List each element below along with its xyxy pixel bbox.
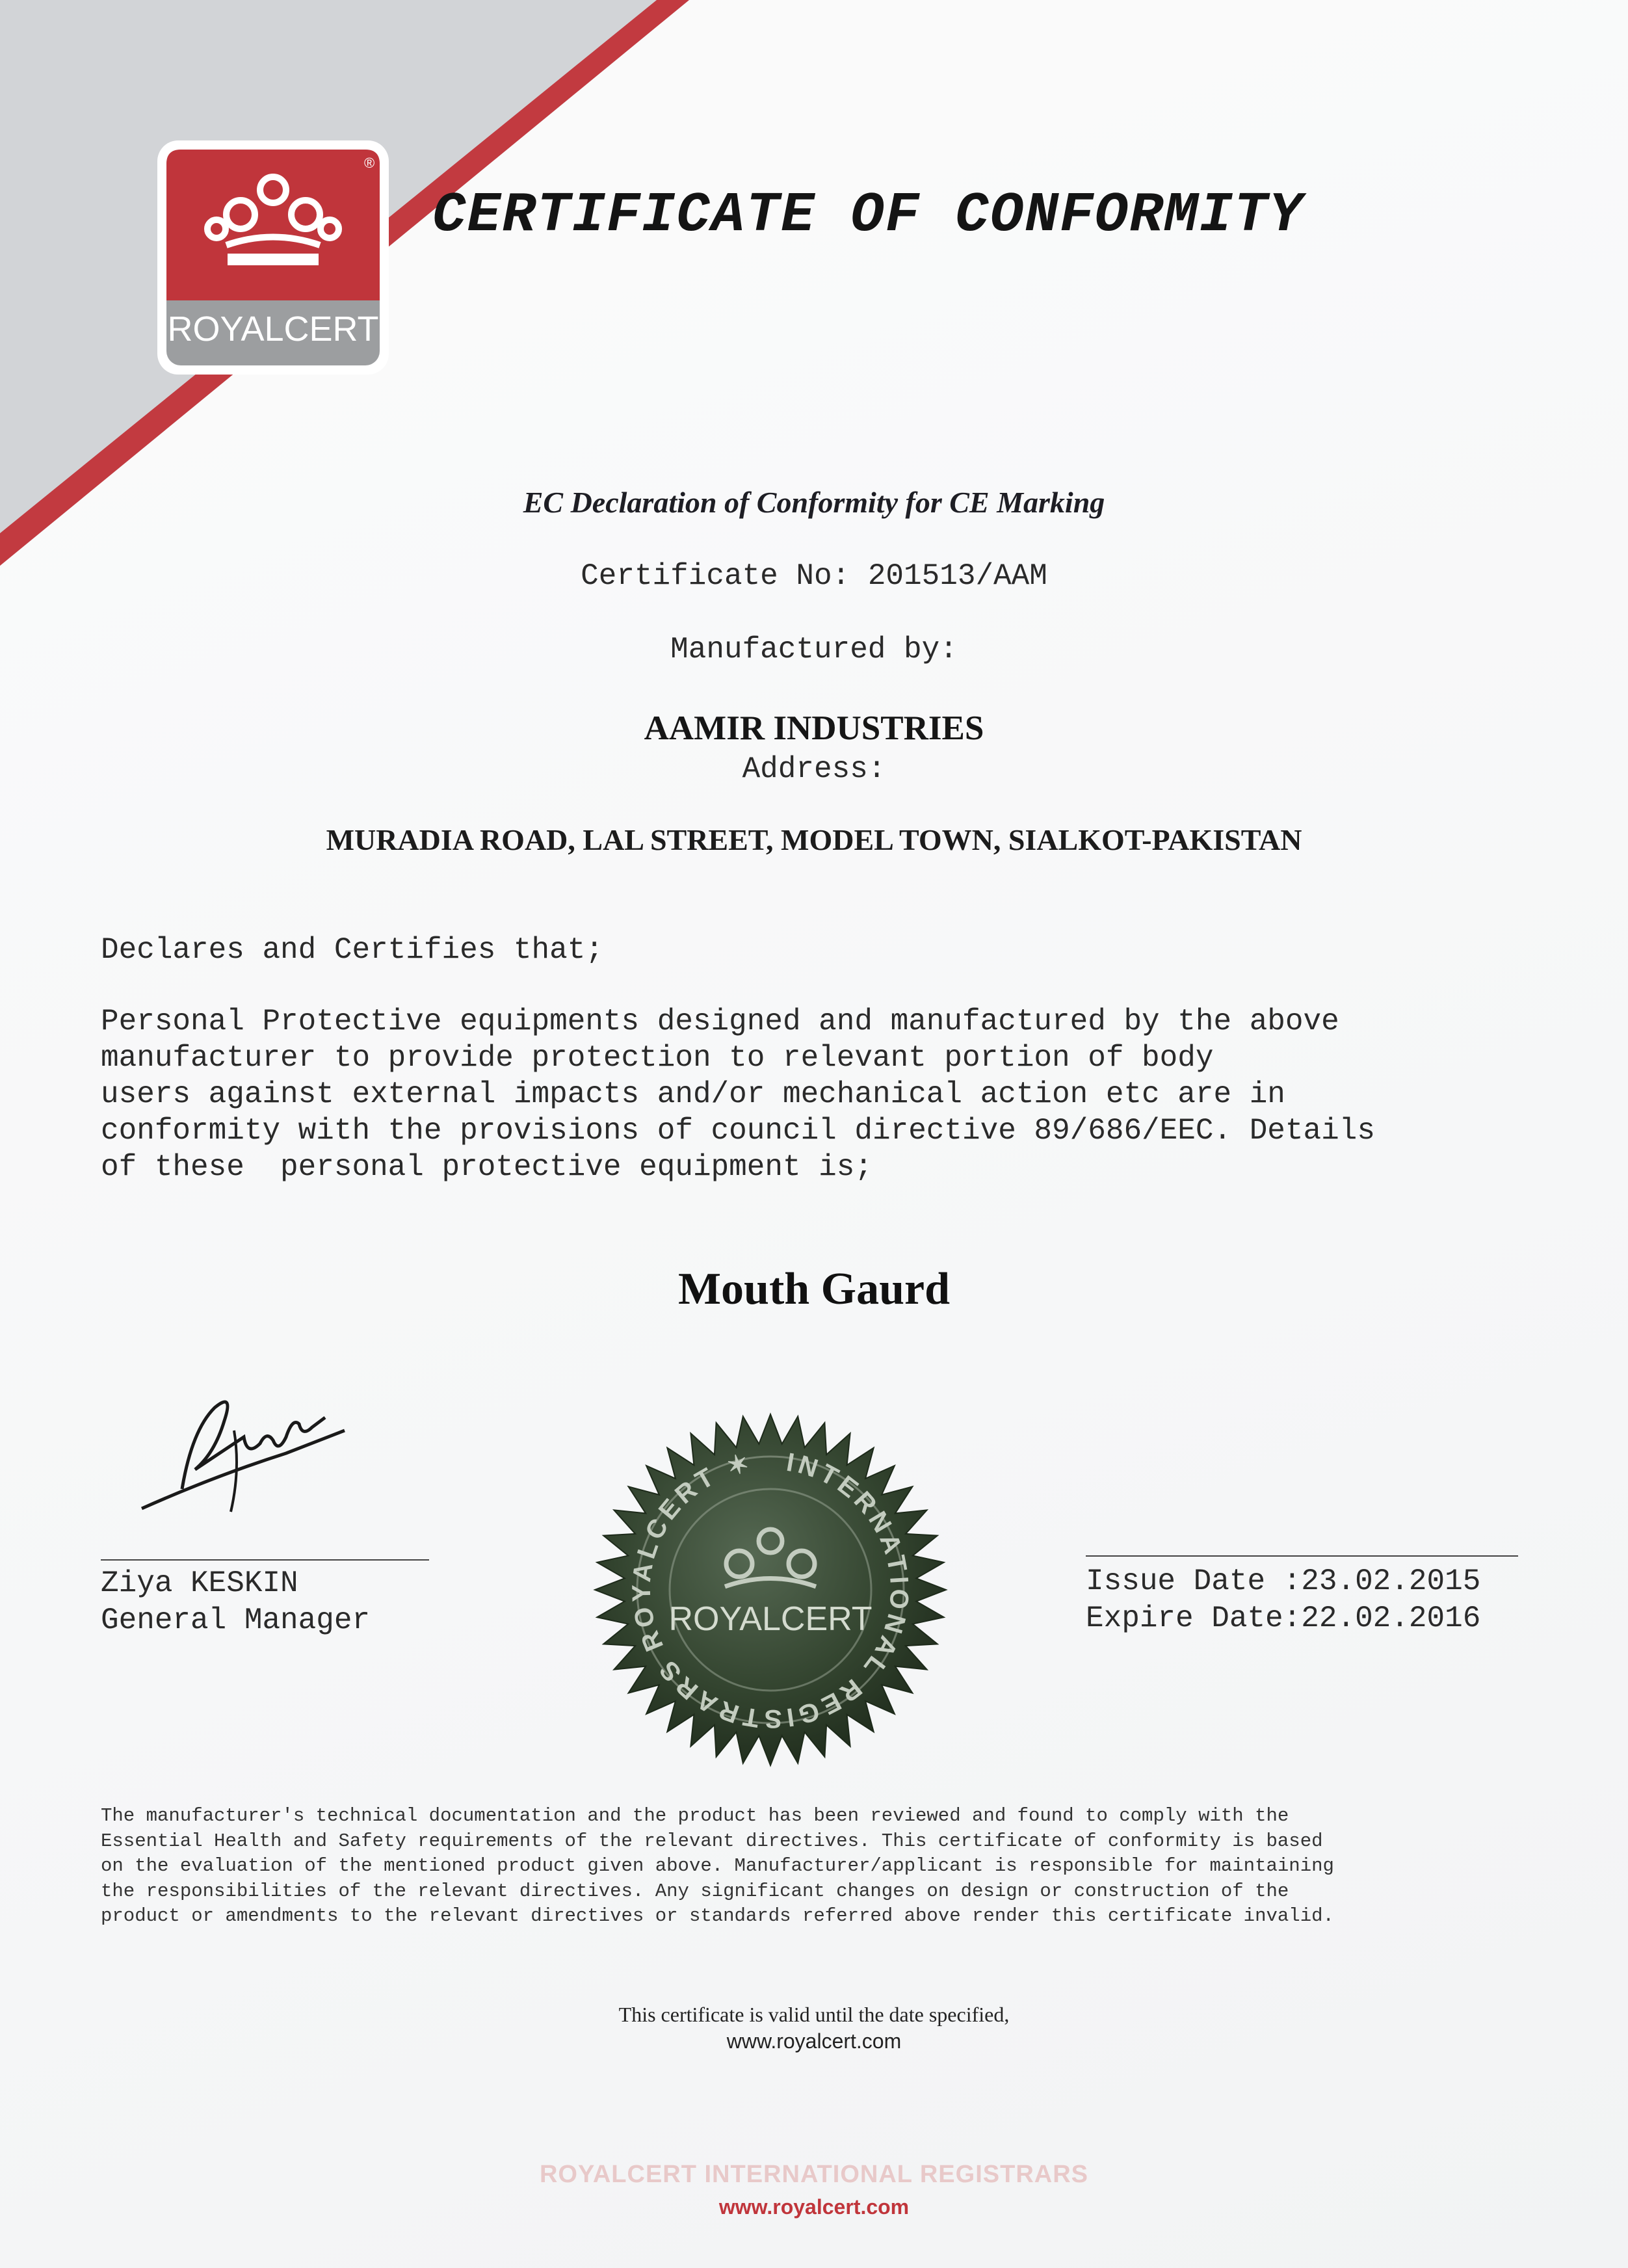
svg-text:®: ® <box>364 155 375 171</box>
website-link-red[interactable]: www.royalcert.com <box>718 2195 910 2219</box>
fine-print: The manufacturer's technical documentation and the product has been reviewed and found to comply with the Essential Health and Safety requirements of the relevant directives. This certificate of conformity is based on the evaluation of the mentioned product given above. Manufacturer/applicant is responsible for maintaining the responsibilities of the relevant directives. Any significant changes on design or construction of the product or amendments to the relevant directives or standards referred above render this certificate invalid. <box>101 1805 1334 1927</box>
ec-declaration: EC Declaration of Conformity for CE Marking <box>523 486 1105 519</box>
royalcert-seal <box>588 1408 952 1772</box>
issue-date: Issue Date :23.02.2015 <box>1086 1564 1481 1598</box>
expire-date: Expire Date:22.02.2016 <box>1086 1602 1481 1635</box>
seal-ring-text: INTERNATIONAL REGISTRARS ROYALCERT ✶ <box>627 1447 914 1734</box>
signer-name: Ziya KESKIN <box>101 1566 298 1600</box>
company-address: MURADIA ROAD, LAL STREET, MODEL TOWN, SIALKOT-PAKISTAN <box>326 823 1302 856</box>
product-name: Mouth Gaurd <box>677 1264 951 1314</box>
certificate-title: CERTIFICATE OF CONFORMITY <box>432 183 1304 247</box>
signature-line <box>101 1559 429 1561</box>
address-label: Address: <box>742 752 886 786</box>
seal-center-text: ROYALCERT <box>668 1600 873 1638</box>
manufactured-by-label: Manufactured by: <box>670 633 958 666</box>
declaration-paragraph: Personal Protective equipments designed and manufactured by the above manufacturer to provide protection to relevant portion of body users against external impacts and/or mechanical action etc are in conformity with the provisions of council directive 89/686/EEC. Details of these personal protective equipment is; <box>101 1005 1375 1184</box>
validity-note: This certificate is valid until the date specified, <box>618 2003 1010 2026</box>
declares-line: Declares and Certifies that; <box>101 933 603 967</box>
dates-block <box>1086 1563 1480 1637</box>
company-name: AAMIR INDUSTRIES <box>644 709 984 747</box>
date-line <box>1086 1555 1518 1557</box>
signer-role: General Manager <box>101 1603 371 1637</box>
registrars-watermark: ROYALCERT INTERNATIONAL REGISTRARS <box>539 2161 1088 2188</box>
logo-text: ROYALCERT <box>167 310 379 349</box>
website-link[interactable]: www.royalcert.com <box>726 2029 902 2053</box>
royalcert-logo <box>155 138 391 377</box>
signer-block <box>101 1565 370 1639</box>
certificate-number: Certificate No: 201513/AAM <box>581 559 1047 593</box>
signature-mark <box>137 1391 358 1522</box>
